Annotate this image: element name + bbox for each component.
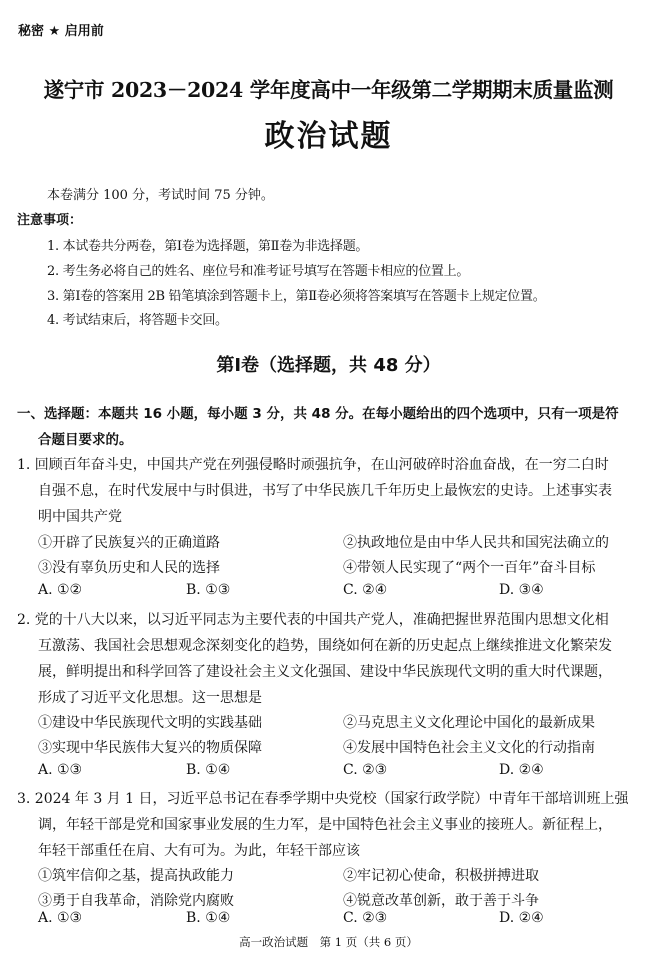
question-stem-line: 形成了习近平文化思想。这一思想是 [38,690,262,706]
answer-choice: A. ①③ [38,762,83,778]
answer-choice: B. ①④ [186,762,231,778]
confidential-label: 秘密 ★ 启用前 [18,24,104,39]
part-intro-line: 合题目要求的。 [38,432,133,448]
answer-choice: C. ②③ [343,910,388,926]
question-stem-line: 年轻干部重任在肩、大有可为。为此，年轻干部应该 [38,843,360,859]
question-statement: ④发展中国特色社会主义文化的行动指南 [343,740,595,756]
section-title: 第Ⅰ卷（选择题，共 48 分） [216,355,441,376]
answer-choice: A. ①② [38,582,83,598]
exam-info: 本卷满分 100 分，考试时间 75 分钟。 [47,188,274,203]
question-statement: ④锐意改革创新，敢于善于斗争 [343,893,539,909]
notice-item: 1. 本试卷共分两卷，第Ⅰ卷为选择题，第Ⅱ卷为非选择题。 [47,239,369,254]
answer-choice: C. ②④ [343,582,388,598]
subject-title: 政治试题 [264,119,393,154]
question-stem-line: 1. 回顾百年奋斗史，中国共产党在列强侵略时顽强抗争，在山河破碎时浴血奋战，在一穷二白时 [17,457,609,473]
question-statement: ①开辟了民族复兴的正确道路 [38,535,220,551]
question-statement: ②执政地位是由中华人民共和国宪法确立的 [343,535,609,551]
notice-item: 4. 考试结束后，将答题卡交回。 [47,313,228,328]
question-stem-line: 2. 党的十八大以来，以习近平同志为主要代表的中国共产党人，准确把握世界范围内思想文化相 [17,612,609,628]
answer-choice: D. ②④ [499,762,544,778]
question-stem-line: 自强不息，在时代发展中与时俱进，书写了中华民族几千年历史上最恢宏的史诗。上述事实表 [38,483,612,499]
part-intro-line: 一、选择题：本题共 16 小题，每小题 3 分，共 48 分。在每小题给出的四个选项中，只有一项是符 [17,406,619,422]
answer-choice: B. ①③ [186,582,231,598]
question-statement: ①建设中华民族现代文明的实践基础 [38,715,262,731]
question-stem-line: 调，年轻干部是党和国家事业发展的生力军，是中国特色社会主义事业的接班人。新征程上， [38,817,612,833]
answer-choice: B. ①④ [186,910,231,926]
answer-choice: D. ②④ [499,910,544,926]
notice-title: 注意事项： [17,213,83,228]
question-statement: ③勇于自我革命，消除党内腐败 [38,893,234,909]
question-statement: ②牢记初心使命，积极拼搏进取 [343,868,539,884]
question-stem-line: 展，鲜明提出和科学回答了建设社会主义文化强国、建设中华民族现代文明的重大时代课题， [38,664,612,680]
exam-header-title: 遂宁市 2023－2024 学年度高中一年级第二学期期末质量监测 [43,78,614,102]
question-statement: ③实现中华民族伟大复兴的物质保障 [38,740,262,756]
answer-choice: C. ②③ [343,762,388,778]
answer-choice: A. ①③ [38,910,83,926]
question-statement: ④带领人民实现了“两个一百年”奋斗目标 [343,560,596,576]
question-stem-line: 明中国共产党 [38,509,122,525]
question-statement: ③没有辜负历史和人民的选择 [38,560,220,576]
notice-item: 3. 第Ⅰ卷的答案用 2B 铅笔填涂到答题卡上，第Ⅱ卷必须将答案填写在答题卡上规定位置。 [47,289,546,304]
answer-choice: D. ③④ [499,582,544,598]
question-stem-line: 3. 2024 年 3 月 1 日，习近平总书记在春季学期中央党校（国家行政学院）中青年干部培训班上强 [17,791,629,807]
question-statement: ①筑牢信仰之基，提高执政能力 [38,868,234,884]
question-statement: ②马克思主义文化理论中国化的最新成果 [343,715,595,731]
notice-item: 2. 考生务必将自己的姓名、座位号和准考证号填写在答题卡相应的位置上。 [47,264,470,279]
page-footer: 高一政治试题 第 1 页（共 6 页） [239,935,418,949]
question-stem-line: 互激荡、我国社会思想观念深刻变化的趋势，围绕如何在新的历史起点上继续推进文化繁荣发 [38,638,612,654]
